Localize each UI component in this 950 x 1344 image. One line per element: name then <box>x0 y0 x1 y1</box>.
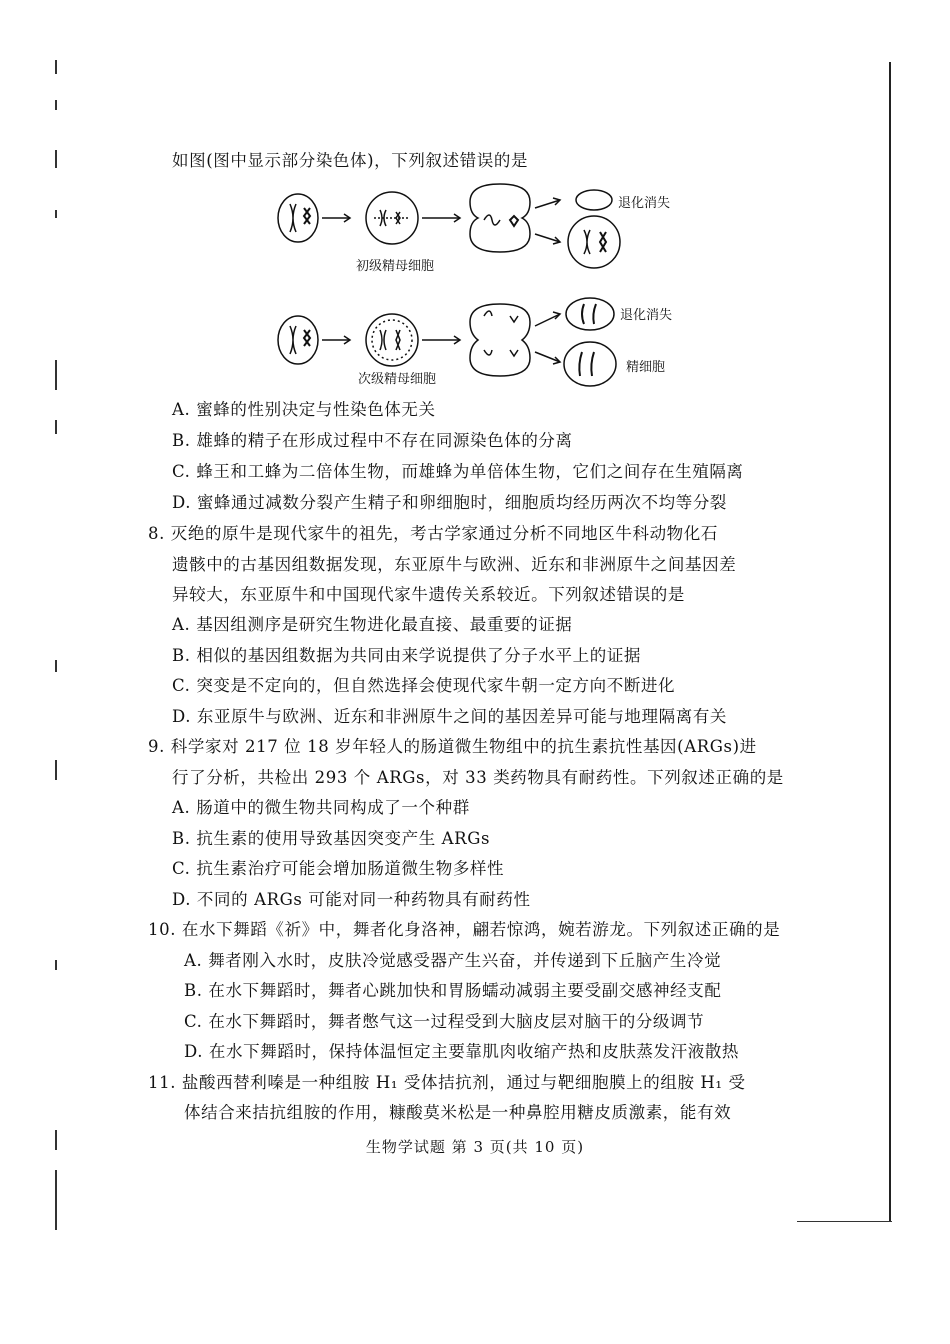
q8-option-b: B. 相似的基因组数据为共同由来学说提供了分子水平上的证据 <box>172 646 642 665</box>
cell-degenerate-row2 <box>566 298 614 330</box>
q8-option-d: D. 东亚原牛与欧洲、近东和非洲原牛之间的基因差异可能与地理隔离有关 <box>172 707 728 726</box>
arrow-8 <box>535 352 560 362</box>
q11-stem-line1: 11. 盐酸西替利嗪是一种组胺 H₁ 受体拮抗剂，通过与靶细胞膜上的组胺 H₁ 受 <box>148 1073 746 1092</box>
q8-stem-line3: 异较大，东亚原牛和中国现代家牛遗传关系较近。下列叙述错误的是 <box>172 585 685 604</box>
q10-option-a: A. 舞者刚入水时，皮肤冷觉感受器产生兴奋，并传递到下丘脑产生冷觉 <box>184 951 722 970</box>
cell-secondary-row1 <box>568 216 620 268</box>
cell-start-row2 <box>278 316 318 364</box>
q7-option-c: C. 蜂王和工蜂为二倍体生物，而雄蜂为单倍体生物，它们之间存在生殖隔离 <box>172 462 744 481</box>
q8-stem-line1: 8. 灭绝的原牛是现代家牛的祖先，考古学家通过分析不同地区牛科动物化石 <box>148 524 718 543</box>
cell-secondary-spermatocyte <box>366 314 418 366</box>
q9-stem-line2: 行了分析，共检出 293 个 ARGs，对 33 类药物具有耐药性。下列叙述正确的是 <box>172 768 784 787</box>
left-binding-marks <box>55 60 59 1260</box>
q8-option-c: C. 突变是不定向的，但自然选择会使现代家牛朝一定方向不断进化 <box>172 676 676 695</box>
cell-dividing-row2 <box>470 304 530 376</box>
label-degenerate-2: 退化消失 <box>620 308 673 323</box>
q11-stem-line2: 体结合来拮抗组胺的作用，糠酸莫米松是一种鼻腔用糖皮质激素，能有效 <box>184 1103 732 1122</box>
q10-option-d: D. 在水下舞蹈时，保持体温恒定主要靠肌肉收缩产热和皮肤蒸发汗液散热 <box>184 1042 740 1061</box>
q7-option-b: B. 雄蜂的精子在形成过程中不存在同源染色体的分离 <box>172 431 573 450</box>
q8-option-a: A. 基因组测序是研究生物进化最直接、最重要的证据 <box>172 615 573 634</box>
cell-degenerate-row1 <box>576 190 612 210</box>
q9-stem-line1: 9. 科学家对 217 位 18 岁年轻人的肠道微生物组中的抗生素抗性基因(ARGs)进 <box>148 737 757 756</box>
question-7-stem: 如图(图中显示部分染色体)，下列叙述错误的是 <box>172 151 529 170</box>
q10-option-b: B. 在水下舞蹈时，舞者心跳加快和胃肠蠕动减弱主要受副交感神经支配 <box>184 981 722 1000</box>
q10-stem: 10. 在水下舞蹈《祈》中，舞者化身洛神，翩若惊鸿，婉若游龙。下列叙述正确的是 <box>148 920 781 939</box>
bottom-corner-rule <box>797 1221 892 1222</box>
q9-option-b: B. 抗生素的使用导致基因突变产生 ARGs <box>172 829 491 848</box>
cell-dividing-row1 <box>470 184 530 252</box>
label-primary-spermatocyte: 初级精母细胞 <box>356 259 435 274</box>
q9-option-c: C. 抗生素治疗可能会增加肠道微生物多样性 <box>172 859 505 878</box>
q7-option-a: A. 蜜蜂的性别决定与性染色体无关 <box>172 400 436 419</box>
q8-stem-line2: 遗骸中的古基因组数据发现，东亚原牛与欧洲、近东和非洲原牛之间基因差 <box>172 555 737 574</box>
q9-option-a: A. 肠道中的微生物共同构成了一个种群 <box>172 798 470 817</box>
q7-option-d: D. 蜜蜂通过减数分裂产生精子和卵细胞时，细胞质均经历两次不均等分裂 <box>172 493 728 512</box>
label-secondary-spermatocyte: 次级精母细胞 <box>358 372 437 387</box>
label-sperm: 精细胞 <box>626 360 666 375</box>
meiosis-diagram <box>270 180 710 390</box>
label-degenerate-1: 退化消失 <box>618 196 671 211</box>
page-footer: 生物学试题 第 3 页(共 10 页) <box>365 1138 585 1156</box>
right-margin-rule <box>889 62 891 1222</box>
q10-option-c: C. 在水下舞蹈时，舞者憋气这一过程受到大脑皮层对脑干的分级调节 <box>184 1012 705 1031</box>
arrow-7 <box>535 314 560 326</box>
cell-sperm <box>564 342 616 386</box>
cell-start-row1 <box>278 194 318 242</box>
q9-option-d: D. 不同的 ARGs 可能对同一种药物具有耐药性 <box>172 890 531 909</box>
